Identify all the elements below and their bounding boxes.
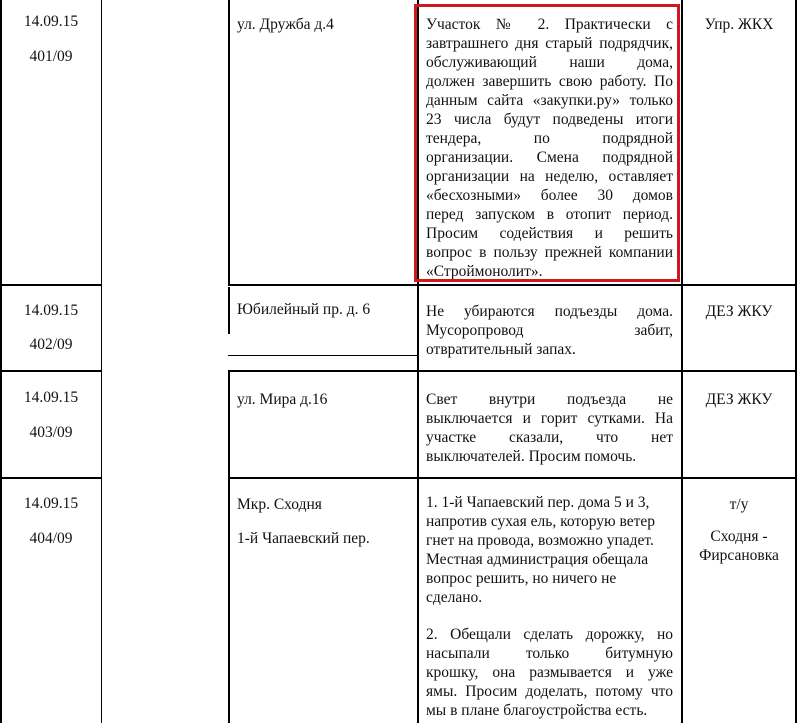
- description-line: 1. 1-й Чапаевский пер. дома 5 и 3,: [426, 494, 650, 511]
- highlight-box: [414, 4, 680, 282]
- description-line: гнет на провода, возможно упадет.: [426, 532, 654, 549]
- column-divider-2b: [228, 287, 230, 334]
- row-organization: [684, 15, 794, 34]
- address-underline: [228, 355, 417, 356]
- row-description: [426, 390, 673, 466]
- row-number: 404/09: [29, 530, 73, 547]
- row-date: 14.09.15: [23, 13, 79, 30]
- description-line: обслуживающий наши дома,: [426, 54, 673, 71]
- column-divider-2c: [228, 372, 230, 723]
- organization-line: Упр. ЖКХ: [704, 16, 774, 33]
- address-line: 1-й Чапаевский пер.: [237, 530, 370, 547]
- description-line: отвратительный запах.: [426, 341, 576, 358]
- row-address: [237, 495, 412, 548]
- description-line: Участок № 2. Практически с: [426, 16, 673, 33]
- address-line: ул. Мира д.16: [237, 391, 328, 408]
- organization-line: Сходня -: [710, 528, 768, 545]
- row-organization: [684, 495, 794, 565]
- row-number: 403/09: [29, 424, 73, 441]
- row-divider-2b: [228, 370, 797, 372]
- description-line: вопрос в пользу прежней компании: [426, 244, 673, 261]
- table-border-left: [0, 0, 2, 723]
- description-line: 2. Обещали сделать дорожку, но: [426, 626, 673, 643]
- column-divider-2: [228, 0, 230, 284]
- description-line: организации. Смена подрядной: [426, 149, 673, 166]
- description-line: насыпали только битумную: [426, 645, 673, 662]
- description-paragraph: [426, 625, 673, 720]
- organization-line: т/у: [729, 496, 749, 513]
- address-line: Юбилейный пр. д. 6: [237, 301, 371, 318]
- description-line: ямы. Просим доделать, потому что: [426, 683, 673, 700]
- description-line: Мусоропровод забит,: [426, 322, 673, 339]
- description-line: перед запуском в отопит период.: [426, 206, 673, 223]
- description-line: «Строймонолит».: [426, 263, 543, 280]
- description-line: 23 числа будут подведены итоги: [426, 111, 673, 128]
- row-number: 401/09: [29, 48, 73, 65]
- description-line: выключается и горит сутками. На: [426, 410, 673, 427]
- row-organization: [684, 390, 794, 409]
- table-row: [3, 0, 99, 284]
- description-line: завтрашнего дня старый подрядчик,: [426, 35, 673, 52]
- row-organization: [684, 302, 794, 321]
- organization-line: ДЕЗ ЖКУ: [705, 391, 773, 408]
- table-row: [3, 372, 99, 477]
- row-divider-3b: [228, 477, 797, 479]
- row-date: 14.09.15: [23, 302, 79, 319]
- description-line: Просим содействия и решить: [426, 225, 673, 242]
- description-line: «бесхозными» более 30 домов: [426, 187, 673, 204]
- row-number: 402/09: [29, 336, 73, 353]
- description-line: выключателей. Просим помочь.: [426, 448, 637, 465]
- description-paragraph: [426, 493, 673, 607]
- description-line: Свет внутри подъезда не: [426, 391, 673, 408]
- description-line: должен завершить свою работу. По: [426, 73, 673, 90]
- description-line: сделано.: [426, 589, 483, 606]
- description-line: Местная администрация обещала: [426, 551, 649, 568]
- address-line: Мкр. Сходня: [237, 496, 322, 513]
- description-line: вопрос решить, но ничего не: [426, 570, 617, 587]
- row-address: [237, 390, 412, 409]
- description-line: участке сказали, что нет: [426, 429, 673, 446]
- description-line: крошку, она размывается и уже: [426, 664, 673, 681]
- table-row: [3, 479, 99, 723]
- table-row: [3, 286, 99, 370]
- row-divider-1b: [228, 284, 797, 286]
- description-line: напротив сухая ель, которую ветер: [426, 513, 655, 530]
- description-line: организации на неделю, оставляет: [426, 168, 673, 185]
- column-divider-4: [681, 0, 683, 723]
- description-line: мы в плане благоустройства есть.: [426, 702, 648, 719]
- organization-line: ДЕЗ ЖКУ: [705, 303, 773, 320]
- row-date: 14.09.15: [23, 495, 79, 512]
- description-line: Не убираются подъезды дома.: [426, 303, 673, 320]
- row-description: [426, 302, 673, 359]
- description-line: тендера, по подрядной: [426, 130, 673, 147]
- row-address: [237, 15, 412, 34]
- row-date: 14.09.15: [23, 389, 79, 406]
- column-divider-1: [101, 0, 102, 723]
- row-address: [237, 300, 412, 319]
- organization-line: Фирсановка: [699, 547, 779, 564]
- description-line: данным сайта «закупки.ру» только: [426, 92, 673, 109]
- row-description: [426, 493, 673, 720]
- address-line: ул. Дружба д.4: [237, 16, 334, 33]
